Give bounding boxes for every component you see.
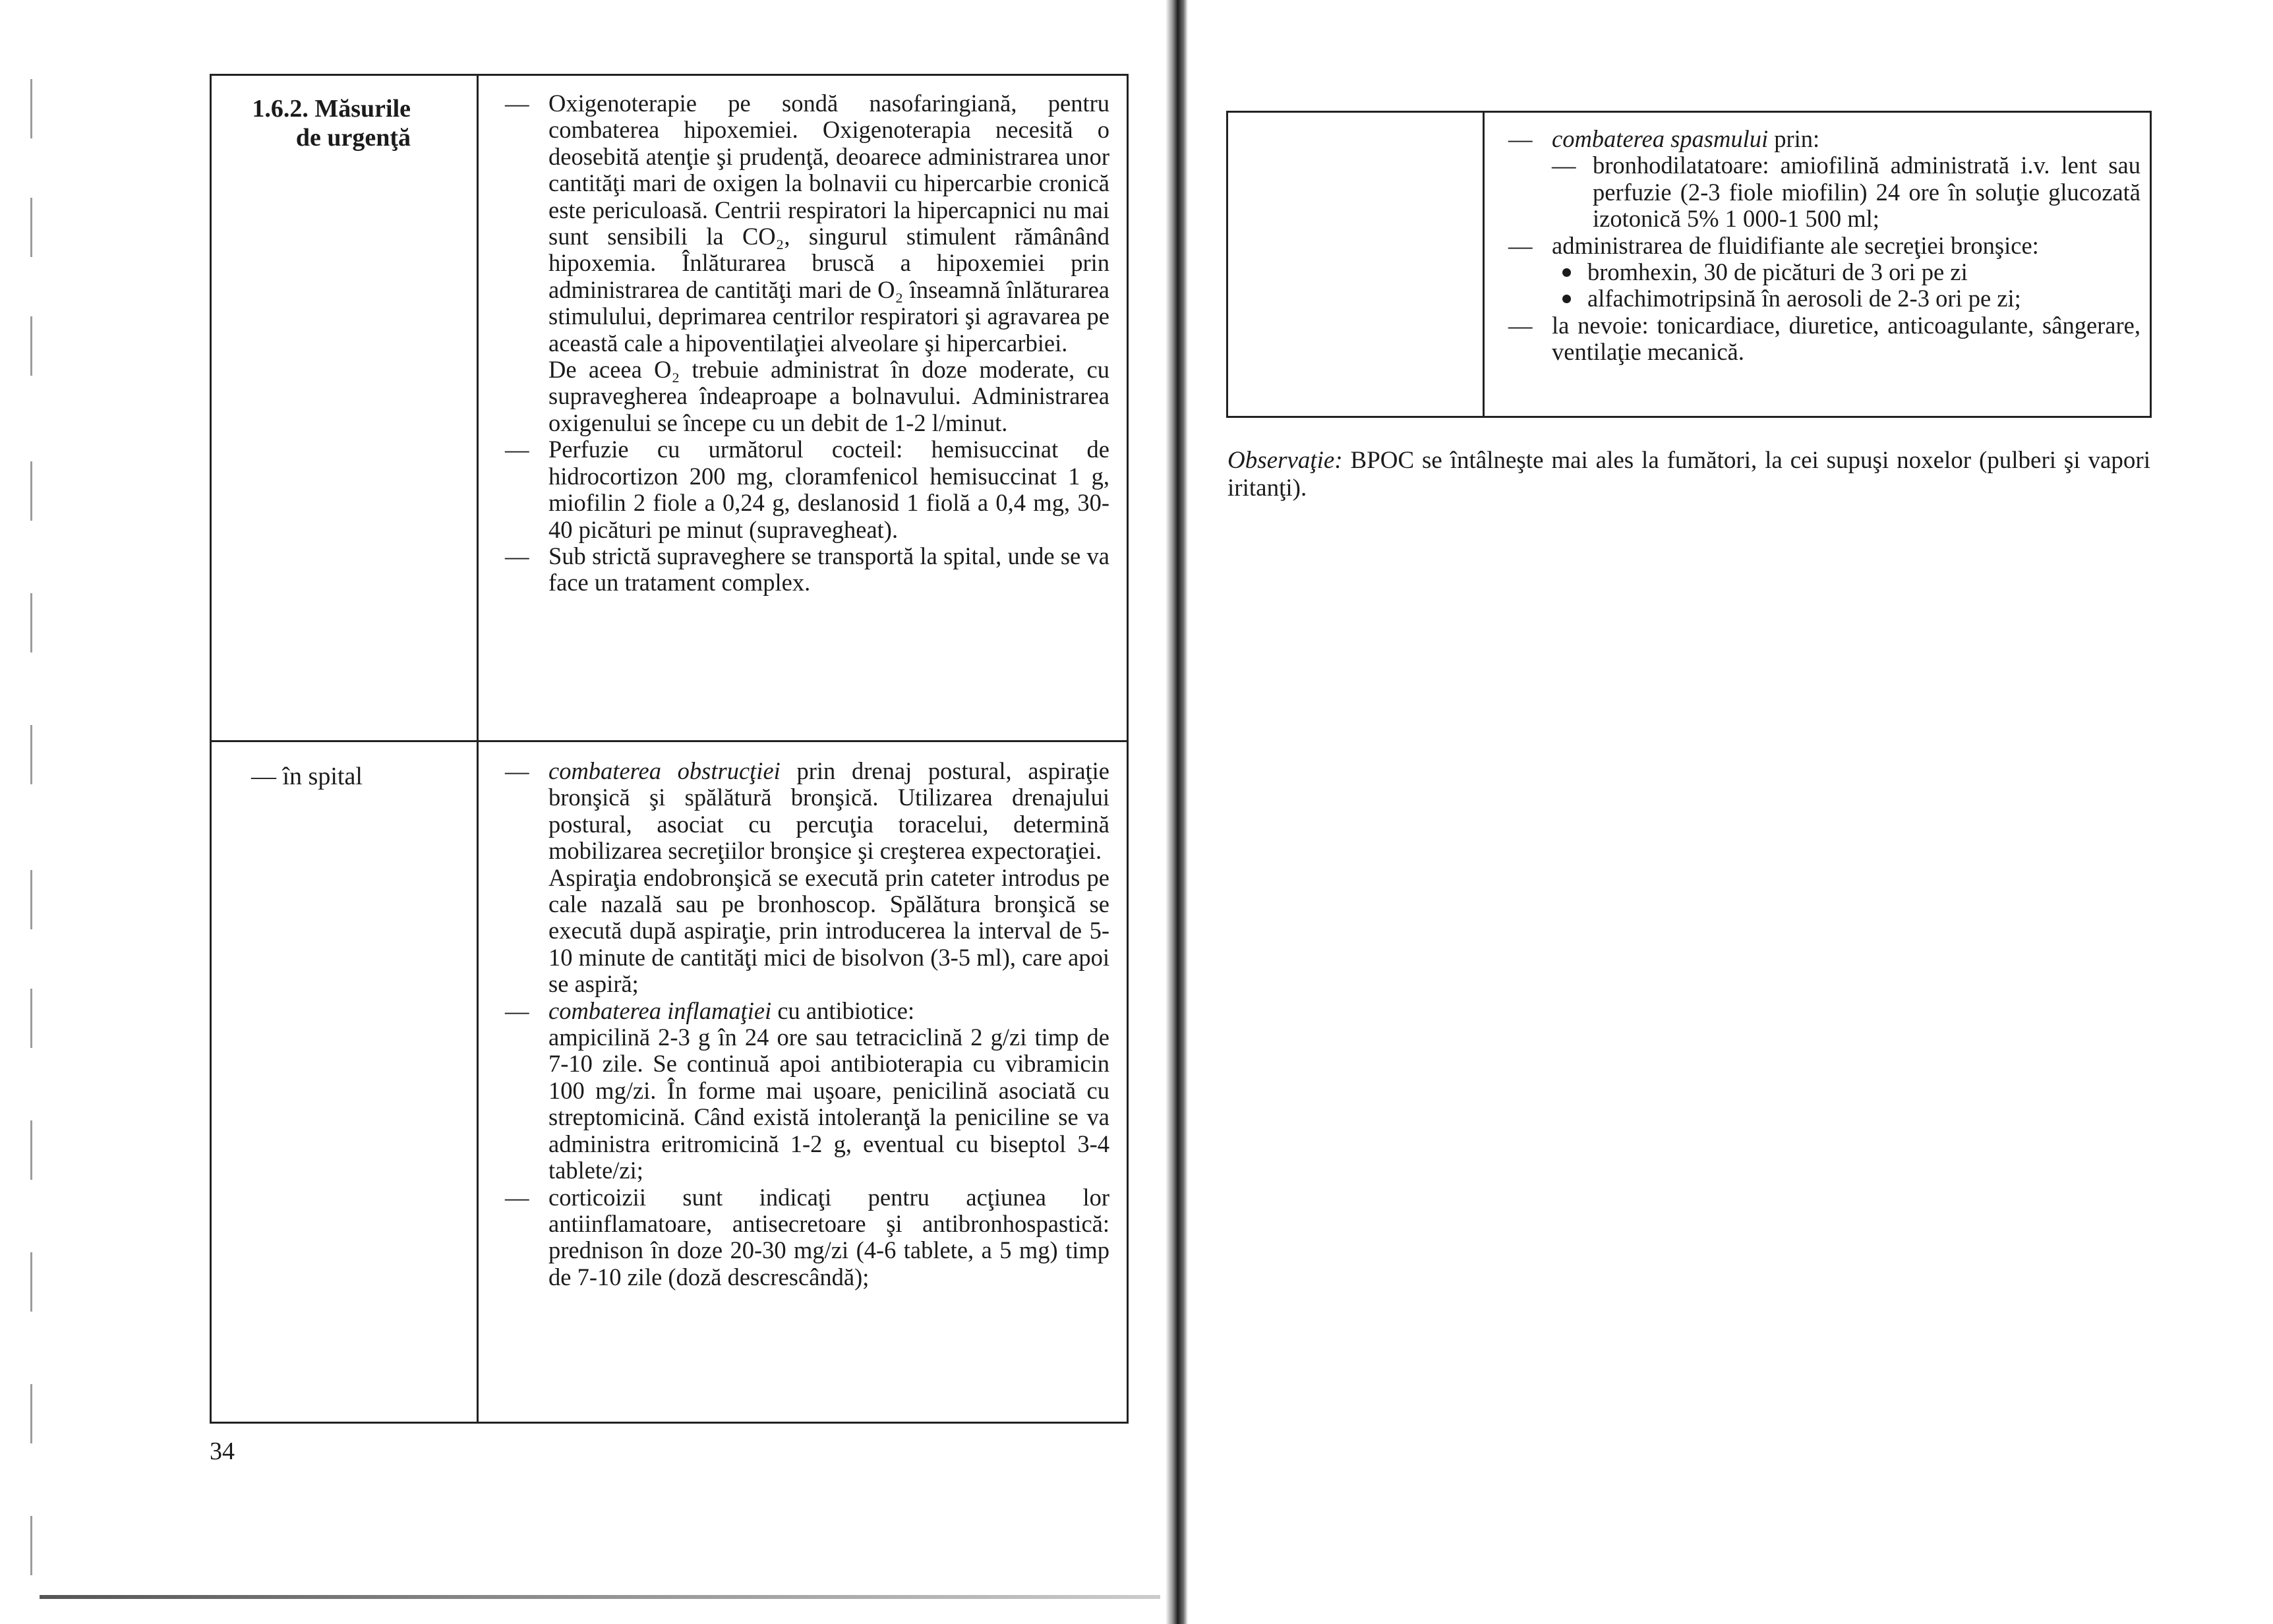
content-cell: [1485, 113, 2150, 416]
observation-text: BPOC se întâlneşte mai ales la fumători, la cei supuşi noxelor (pulberi şi vapori iritanţi).: [1227, 447, 2150, 502]
sub-item-text: bronhodilatatoare: amiofilină administrată i.v. lent sau perfuzie (2-3 fiole miofilin) 24 ore în soluţie glucozată izotonică 5% 1 000-1 500 ml;: [1593, 152, 2140, 233]
bullet-text: alfachimotripsină în aerosoli de 2-3 ori pe zi;: [1587, 285, 2021, 312]
section-heading-line2: de urgenţă: [295, 124, 411, 152]
item-emphasis: combaterea spasmului: [1552, 125, 1769, 152]
dash-marker: —: [1508, 311, 1533, 339]
list-item: [505, 758, 1109, 865]
sub-list-item: [1508, 152, 2140, 232]
page-bottom-edge: [40, 1595, 1160, 1599]
list-item: [505, 543, 1109, 596]
dash-marker: —: [1508, 231, 1533, 259]
right-page-table: [1226, 111, 2152, 418]
item-continuation: De aceea O₂ trebuie administrat în doze moderate, cu supravegherea îndeaproape a bolnavului. Administrarea oxigenului se începe cu un debit de 1-2 l/minut.: [548, 356, 1109, 436]
dash-marker: —: [505, 90, 529, 117]
item-text: prin drenaj postural, aspiraţie bronşică şi spălătură bronşică. Utilizarea drenajului postural, asociat cu percuţia toracelui, determină mobilizarea secreţiilor bronşice şi creşterea expectoraţiei.: [548, 757, 1110, 865]
list-item: [1508, 312, 2140, 366]
left-page-table: [210, 74, 1129, 1424]
bullet-icon: [1562, 268, 1571, 277]
item-text: la nevoie: tonicardiace, diuretice, anticoagulante, sângerare, ventilaţie mecanică.: [1552, 311, 2140, 366]
bullet-text: bromhexin, 30 de picături de 3 ori pe zi: [1587, 258, 1968, 286]
bullet-icon: [1562, 295, 1571, 303]
heading-cell: [1228, 113, 1483, 416]
list-item: [505, 998, 1109, 1024]
heading-cell: [212, 76, 477, 740]
list-item: [505, 1184, 1109, 1291]
item-continuation: Aspiraţia endobronşică se execută prin cateter introdus pe cale nazală sau pe bronhoscop. Spălătura bronşică se execută după aspiraţie, prin introducerea la interval de 5-10 minute de cantităţi mici de bisolvon (3-5 ml), care apoi se aspiră;: [548, 863, 1109, 998]
list-item: [1508, 126, 2140, 152]
book-gutter: [1166, 0, 1188, 1624]
item-text: Sub strictă supraveghere se transportă la spital, unde se va face un tratament complex.: [548, 542, 1109, 596]
item-continuation: ampicilină 2-3 g în 24 ore sau tetraciclină 2 g/zi timp de 7-10 zile. Se continuă apoi antibioterapia cu vibramicin 100 mg/zi. În forme mai uşoare, penicilină asociată cu streptomicină. Când există intoleranţă la peniciline se va administra eritromicină 1-2 g, eventual cu biseptol 3-4 tablete/zi;: [548, 1024, 1109, 1184]
urgent-measures-list: [505, 90, 1109, 596]
item-text: Oxigenoterapie pe sondă nasofaringiană, pentru combaterea hipoxemiei. Oxigenoterapia necesită o deosebită atenţie şi prudenţă, deoarece administrarea unor cantităţi mari de oxigen la bolnavii cu hipercarbie cronică este periculoasă. Centrii respiratori la hipercapnici nu mai sunt sensibili la CO₂, singurul stimulent rămânând hipoxemia. Înlăturarea bruscă a hipoxemiei prin administrarea de cantităţi mari de O₂ înseamnă înlăturarea stimulului, deprimarea centrilor respiratori şi agravarea pe această cale a hipoventilaţiei alveolare şi hipercarbiei.: [548, 90, 1109, 357]
page-number: 34: [210, 1437, 235, 1465]
list-item: [505, 436, 1109, 543]
observation-note: [1227, 447, 2150, 502]
item-text: Perfuzie cu următorul cocteil: hemisuccinat de hidrocortizon 200 mg, cloramfenicol hemisuccinat 1 g, miofilin 2 fiole a 0,24 g, deslanosid 1 fiolă a 0,4 mg, 30-40 picături pe minut (supravegheat).: [548, 436, 1109, 543]
dash-marker: —: [505, 997, 529, 1024]
dash-marker: —: [505, 542, 529, 569]
item-text: corticoizii sunt indicaţi pentru acţiunea lor antiinflamatoare, antisecretoare şi antibronhospastică: prednison în doze 20-30 mg/zi (4-6 tablete, a 5 mg) timp de 7-10 zile (doză descrescândă);: [548, 1183, 1109, 1290]
binding-marks: [26, 0, 40, 1624]
item-text: administrarea de fluidifiante ale secreţiei bronşice:: [1552, 231, 2039, 259]
item-text: prin:: [1768, 125, 1820, 152]
dash-marker: —: [1552, 152, 1576, 179]
dash-marker: —: [1508, 125, 1533, 152]
item-emphasis: combaterea inflamaţiei: [548, 997, 772, 1024]
subsection-heading: — în spital: [251, 763, 363, 790]
list-item: [505, 90, 1109, 357]
bullet-item: [1508, 285, 2140, 312]
table-row-hospital: [212, 740, 1127, 1422]
section-heading: [226, 94, 411, 152]
continued-measures-list: [1508, 126, 2140, 366]
dash-marker: —: [505, 436, 529, 463]
list-item: [1508, 233, 2140, 259]
dash-marker: —: [505, 757, 529, 784]
dash-marker: —: [505, 1183, 529, 1211]
heading-cell: [212, 742, 477, 1422]
content-cell: [479, 76, 1127, 740]
observation-label: Observaţie:: [1227, 447, 1343, 474]
bullet-item: [1508, 259, 2140, 285]
section-heading-line1: 1.6.2. Măsurile: [252, 95, 411, 123]
content-cell: [479, 742, 1127, 1422]
table-row-urgent-measures: [212, 76, 1127, 740]
item-emphasis: combaterea obstrucţiei: [548, 757, 781, 784]
hospital-measures-list: [505, 758, 1109, 1290]
item-text: cu antibiotice:: [771, 997, 915, 1024]
